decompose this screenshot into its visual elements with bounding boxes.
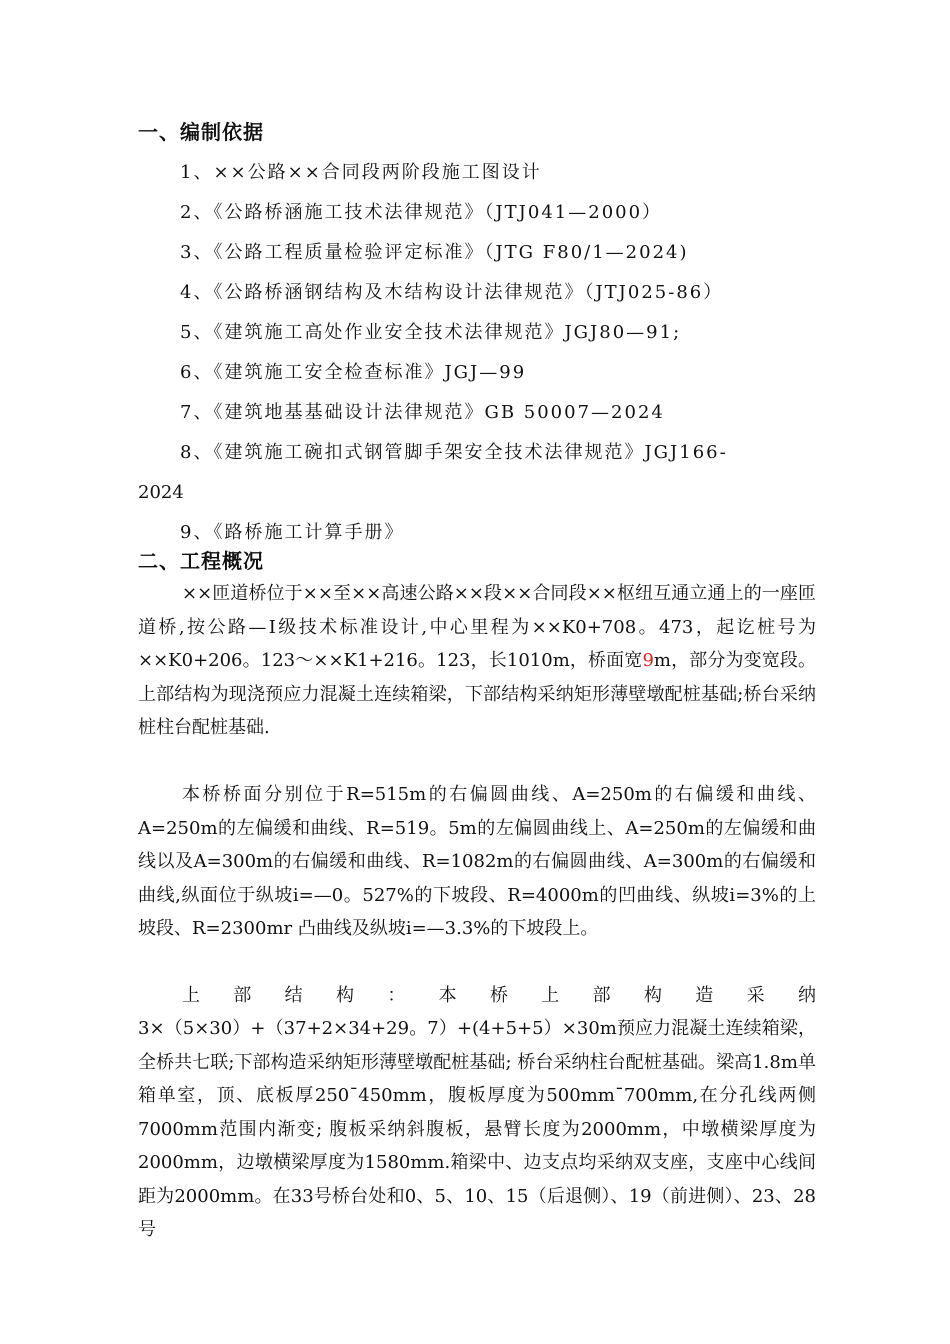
section-heading-basis: 一、编制依据 [138, 120, 264, 144]
spread-char: 部 [592, 985, 611, 1006]
reference-item-continuation: 2024 [138, 482, 184, 503]
reference-item: 3、《公路工程质量检验评定标准》（JTG F80/1—2024) [180, 242, 689, 263]
spread-char: 采 [746, 985, 765, 1006]
spread-char: 桥 [489, 985, 508, 1006]
spread-char: 本 [438, 985, 457, 1006]
reference-item: 4、《公路桥涵钢结构及木结构设计法律规范》（JTJ025-86） [180, 282, 724, 303]
paragraph-text: ××匝道桥位于××至××高速公路××段××合同段××枢纽互通立通上的一座匝道桥,按公路—Ⅰ级技术标准设计,中心里程为××K0+708。473，起讫桩号为××K0+206。123～××K1+216。123，长1010m，桥面宽 [138, 583, 816, 671]
spread-char: ： [387, 985, 406, 1006]
overview-paragraph-2: 本桥桥面分别位于R=515m的右偏圆曲线、A=250m的右偏缓和曲线、A=250m的左偏缓和曲线、R=519。5m的左偏圆曲线上、A=250m的左偏缓和曲线以及A=300m的右偏缓和曲线、R=1082m的右偏圆曲线、A=300m的右偏缓和曲线,纵面位于纵坡i=—0。527%的下坡段、R=4000m的凹曲线、纵坡i=3%的上坡段、R=2300mr 凸曲线及纵坡i=—3.3%的下坡段上。 [138, 784, 816, 939]
spread-char: 结 [284, 985, 303, 1006]
reference-item: 9、《路桥施工计算手册》 [180, 522, 405, 543]
spread-char: 部 [233, 985, 252, 1006]
spread-char: 上 [541, 985, 560, 1006]
spread-char: 上 [182, 985, 200, 1006]
overview-paragraph-1 [138, 577, 816, 745]
reference-item: 5、《建筑施工高处作业安全技术法律规范》JGJ80—91; [180, 322, 682, 343]
spread-char: 构 [335, 985, 354, 1006]
reference-item: 7、《建筑地基基础设计法律规范》GB 50007—2024 [180, 402, 665, 423]
paragraph-text: m，部分为变宽段。上部结构为现浇预应力混凝土连续箱梁，下部结构采纳矩形薄壁墩配桩基础;桥台采纳桩柱台配桩基础. [138, 650, 817, 738]
reference-item: 2、《公路桥涵施工技术法律规范》（JTJ041—2000） [180, 202, 663, 223]
spread-char: 纳 [797, 985, 816, 1006]
highlighted-value: 9 [642, 650, 654, 671]
overview-paragraph-3: 3×（5×30）+（37+2×34+29。7）+(4+5+5）×30m预应力混凝土连续箱梁，全桥共七联;下部构造采纳矩形薄壁墩配桩基础; 桥台采纳柱台配桩基础。梁高1.8m单箱单室，顶、底板厚250¯450mm，腹板厚度为500mm¯700mm,在分孔线两侧7000mm范围内渐变; 腹板采纳斜腹板，悬臂长度为2000mm，中墩横梁厚度为2000mm，边墩横梁厚度为1580mm.箱梁中、边支点均采纳双支座，支座中心线间距为2000mm。在33号桥台处和0、5、10、15（后退侧）、19（前进侧）、23、28号 [138, 1018, 816, 1240]
overview-paragraph-3-first-line [138, 979, 816, 1013]
section-heading-overview: 二、工程概况 [138, 549, 264, 573]
spread-char: 构 [643, 985, 662, 1006]
reference-item: 6、《建筑施工安全检查标准》JGJ—99 [180, 362, 527, 383]
reference-item: 8、《建筑施工碗扣式钢管脚手架安全技术法律规范》JGJ166- [180, 442, 728, 463]
spread-char: 造 [695, 985, 714, 1006]
reference-item: 1、××公路××合同段两阶段施工图设计 [180, 162, 542, 183]
